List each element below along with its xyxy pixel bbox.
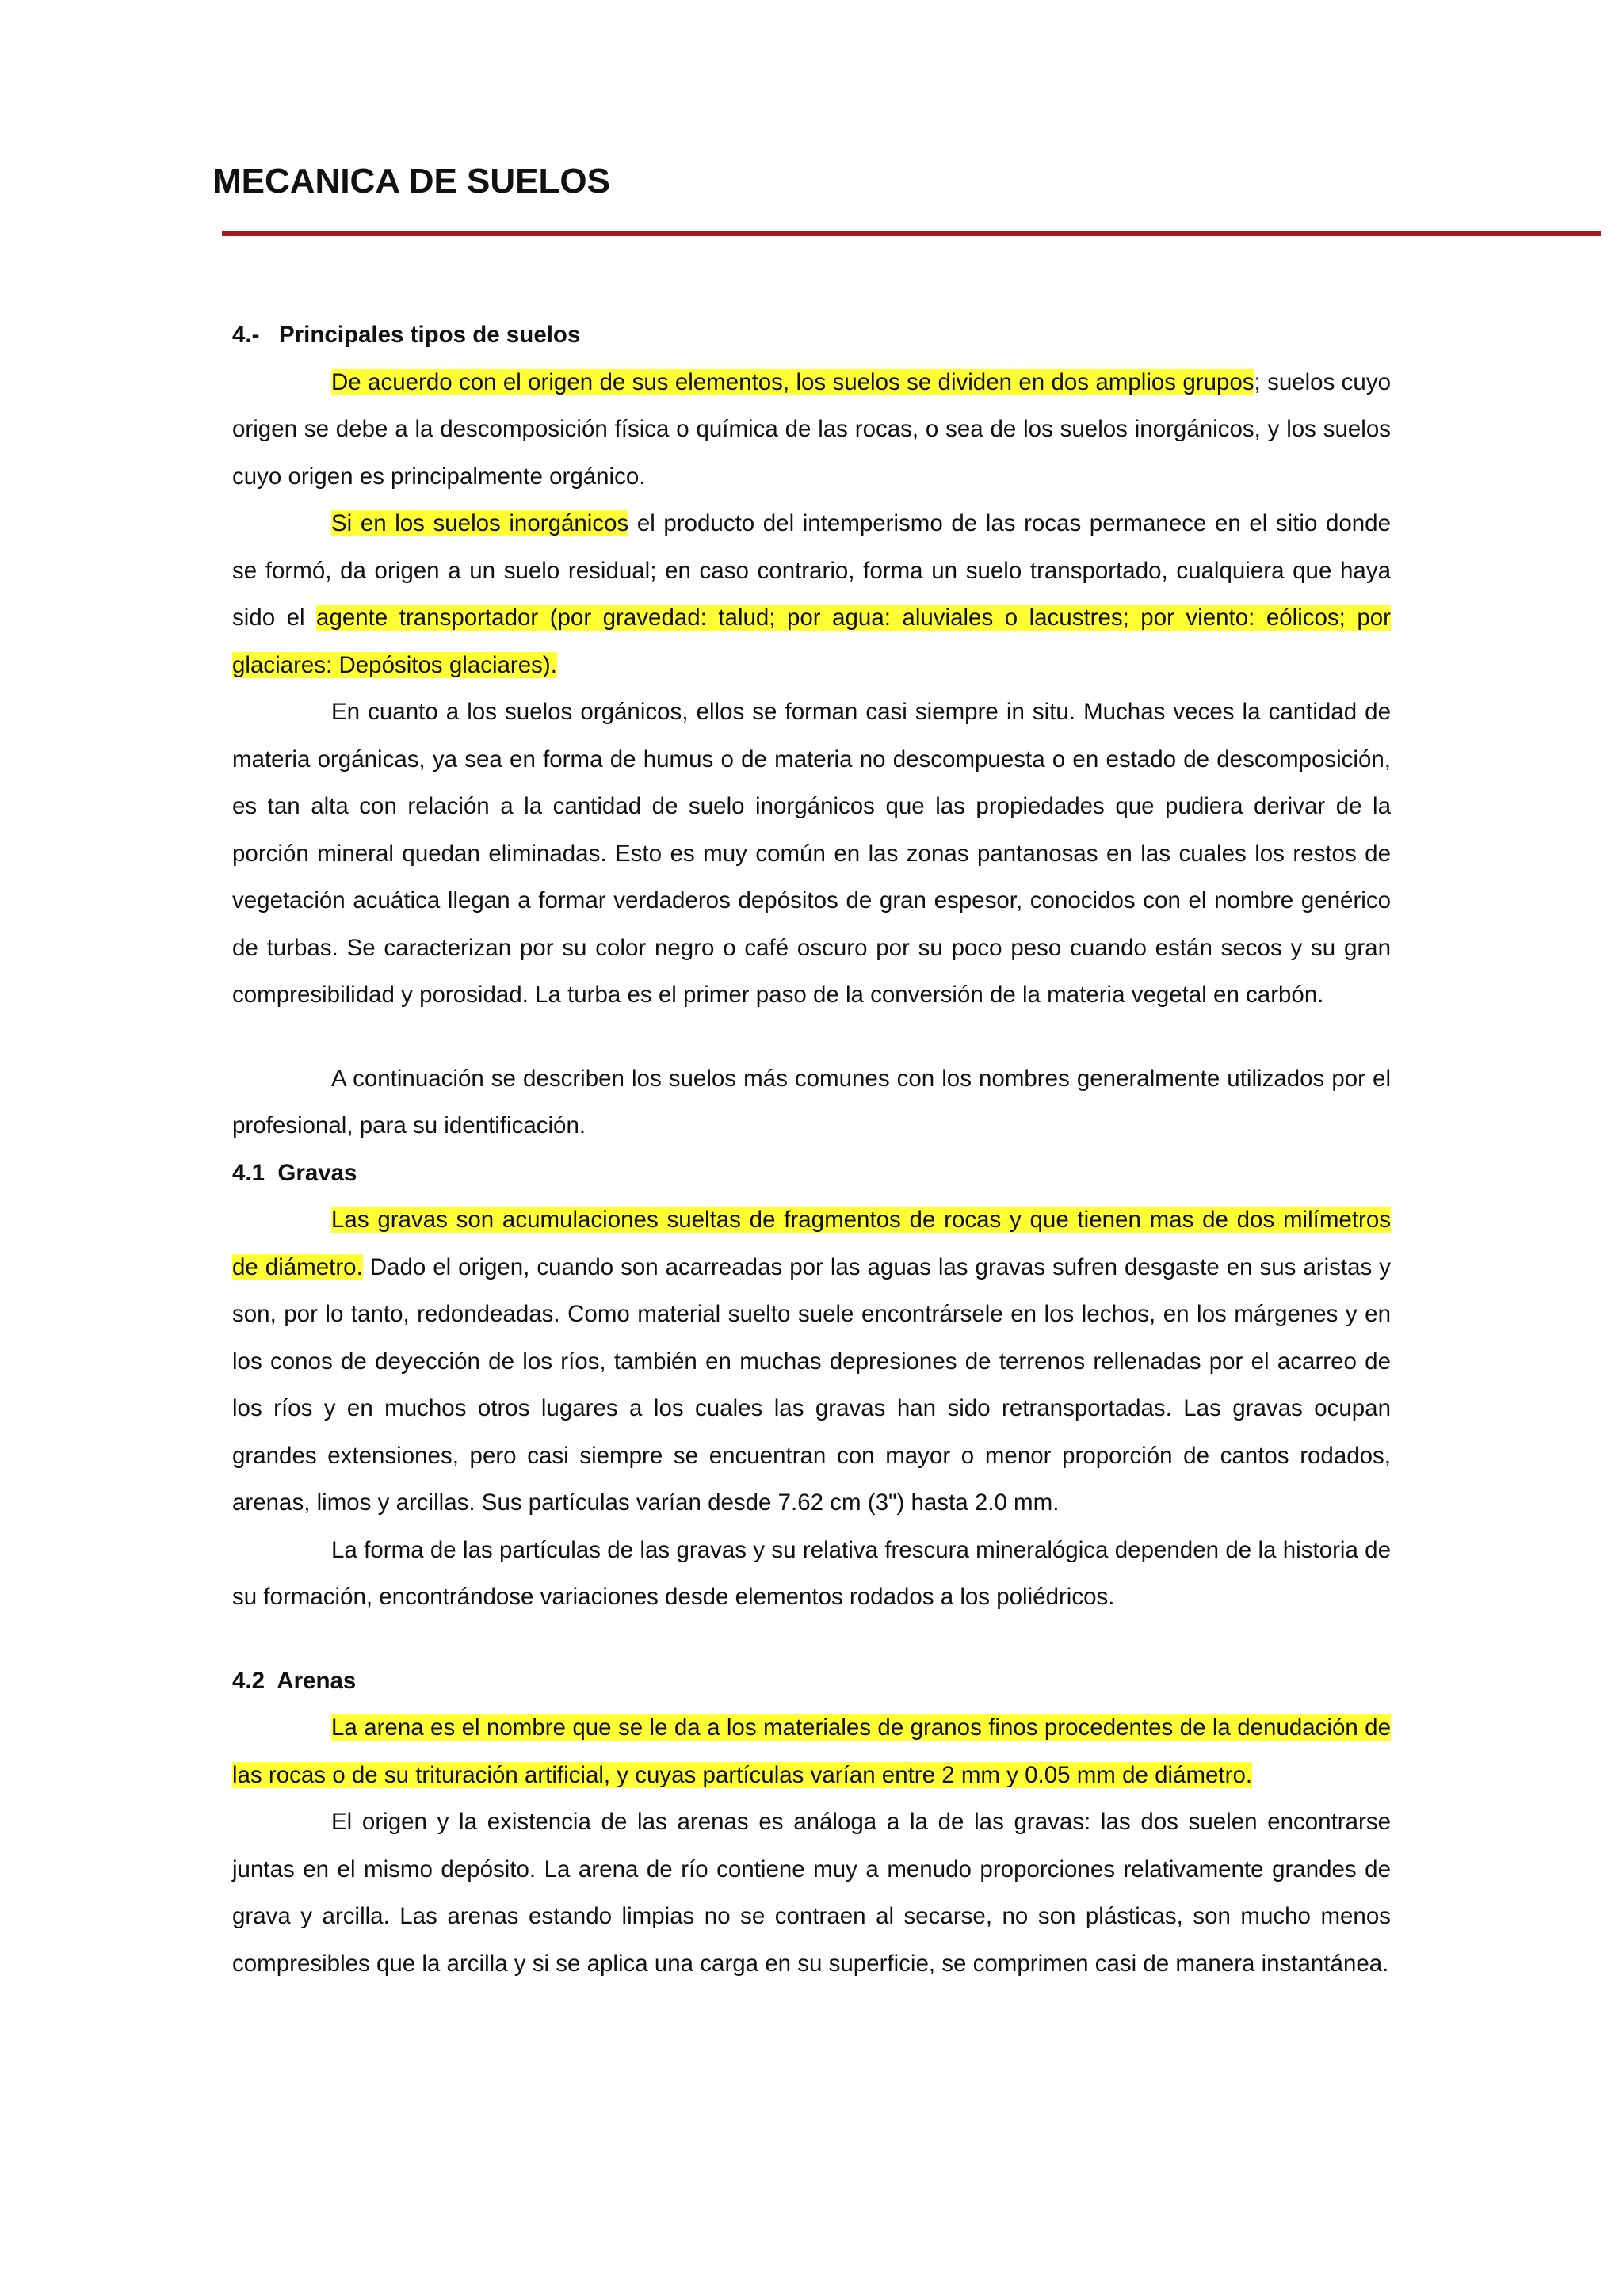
paragraph-gravel-shape: La forma de las partículas de las gravas y su relativa frescura mineralógica dependen de la historia de su formación, encontrándose variaciones desde elementos rodados a los poliédricos. <box>232 1536 1391 1610</box>
section-heading-4-2: 4.2 Arenas <box>232 1667 357 1694</box>
header-divider <box>222 231 1601 236</box>
highlighted-text: De acuerdo con el origen de sus elementos, los suelos se dividen en dos amplios grupos <box>331 368 1254 395</box>
highlighted-text: La arena es el nombre que se le da a los materiales de granos finos procedentes de la denudación de las rocas o de su trituración artificial, y cuyas partículas varían entre 2 mm y 0.05 mm de diámetro. <box>232 1714 1391 1788</box>
paragraph-sand-definition <box>232 1704 1391 1798</box>
paragraph-organic-soils: En cuanto a los suelos orgánicos, ellos se forman casi siempre in situ. Muchas veces la cantidad de materia orgánicas, ya sea en forma de humus o de materia no descompuesta o en estado de descomposición, es tan alta con relación a la cantidad de suelo inorgánicos que las propiedades que pudiera derivar de la porción mineral quedan eliminadas. Esto es muy común en las zonas pantanosas en las cuales los restos de vegetación acuática llegan a formar verdaderos depósitos de gran espesor, conocidos con el nombre genérico de turbas. Se caracterizan por su color negro o café oscuro por su poco peso cuando están secos y su gran compresibilidad y porosidad. La turba es el primer paso de la conversión de la materia vegetal en carbón. <box>232 699 1391 1008</box>
highlighted-text: Las gravas son acumulaciones sueltas de fragmentos de rocas y que tienen mas de dos milímetros de diámetro. <box>232 1207 1391 1280</box>
paragraph-gravel-definition <box>232 1196 1391 1527</box>
paragraph-text: Dado el origen, cuando son acarreadas por las aguas las gravas sufren desgaste en sus aristas y son, por lo tanto, redondeadas. Como material suelto suele encontrársele en los lechos, en los márgenes y en los conos de deyección de los ríos, también en muchas depresiones de terrenos rellenadas por el acarreo de los ríos y en muchos otros lugares a los cuales las gravas han sido retransportadas. Las gravas ocupan grandes extensiones, pero casi siempre se encuentran con mayor o menor proporción de cantos rodados, arenas, limos y arcillas. Sus partículas varían desde 7.62 cm (3") hasta 2.0 mm. <box>232 1253 1392 1516</box>
paragraph-soil-groups <box>232 359 1391 501</box>
page-header-title: MECANICA DE SUELOS <box>212 162 610 200</box>
highlighted-text: Si en los suelos inorgánicos <box>331 510 629 536</box>
section-heading-4-1: 4.1 Gravas <box>232 1159 357 1186</box>
paragraph-text: el producto del intemperismo de las rocas permanece en el sitio donde se formó, da origen a un suelo residual; en caso contrario, forma un suelo transportado, cualquiera que haya sido el <box>232 510 1391 631</box>
paragraph-text: ; suelos cuyo origen se debe a la descomposición física o química de las rocas, o sea de los suelos inorgánicos, y los suelos cuyo origen es principalmente orgánico. <box>232 368 1391 490</box>
document-body <box>232 311 1391 1987</box>
paragraph-common-soils-intro: A continuación se describen los suelos más comunes con los nombres generalmente utilizados por el profesional, para su identificación. <box>232 1065 1391 1138</box>
highlighted-text: agente transportador (por gravedad: talud; por agua: aluviales o lacustres; por viento: eólicos; por glaciares: Depósitos glaciares). <box>232 605 1391 678</box>
paragraph-sand-origin: El origen y la existencia de las arenas es análoga a la de las gravas: las dos suelen encontrarse juntas en el mismo depósito. La arena de río contiene muy a menudo proporciones relativamente grandes de grava y arcilla. Las arenas estando limpias no se contraen al secarse, no son plásticas, son mucho menos compresibles que la arcilla y si se aplica una carga en su superficie, se comprimen casi de manera instantánea. <box>232 1809 1391 1977</box>
section-heading-4: 4.- Principales tipos de suelos <box>232 322 581 348</box>
paragraph-inorganic-soils <box>232 500 1391 688</box>
